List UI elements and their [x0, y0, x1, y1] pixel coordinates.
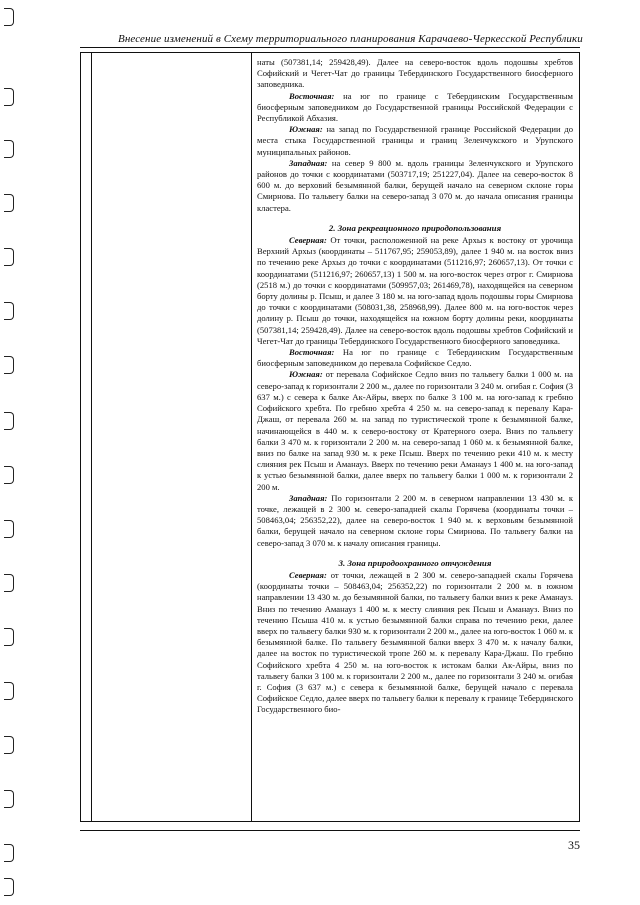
footer-rule [80, 830, 580, 831]
binder-ring [4, 628, 14, 646]
boundary-side-label: Южная: [289, 124, 323, 135]
binder-ring [4, 790, 14, 808]
boundary-side-label: Южная: [289, 369, 323, 380]
binder-ring [4, 88, 14, 106]
paragraph-text: наты (507381,14; 259428,49). Далее на северо-восток вдоль подошвы хребтов Софийский и Чегет-Чат до границы Тебердинского Государственного биосферного заповедника. [257, 57, 573, 90]
binder-holes [0, 0, 22, 905]
boundary-paragraph [257, 347, 573, 369]
binder-ring [4, 302, 14, 320]
boundary-side-label: Западная: [289, 492, 328, 503]
paragraph-text: От точки, расположенной на реке Архыз к востоку от урочища Верхний Архыз (координаты – 511767,95; 259053,89), далее 1 940 м. на восток вниз по течению реке Архыз до точки с координатами (511216,97; 260657,13). От точки с координатами (511216,97; 260657,13) 1 500 м. на юго-восток через отрог г. Смирнова (2518 м.) до точки с координатами (509957,03; 261469,78), находящейся на северном борту долины р. Псыш, и далее 3 180 м. на юго-запад вдоль подошвы горы Смирнова до точки с координатами (508031,38, 258968,99). Далее 800 м. на юго-восток через долину р. Псыш до точки, находящейся на южном борту долины реки, координаты (507381,14; 259428,49). Далее на северо-восток вдоль подошвы хребтов Софийский и Чегет-Чат до границы Тебердинского Государственного биосферного заповедника. [257, 235, 573, 346]
boundary-paragraph [257, 570, 573, 716]
paragraph-text: на юг по границе с Тебердинским Государственным биосферным заповедником до Государственной границы Российской Федерации с Республикой Абхазия. [257, 90, 573, 124]
binder-ring [4, 356, 14, 374]
binder-ring [4, 682, 14, 700]
boundary-paragraph [257, 57, 573, 91]
paragraph-text: На юг по границе с Тебердинским Государственным биосферным заповедником до перевала Софийское Седло. [257, 347, 573, 369]
binder-ring [4, 520, 14, 538]
paragraph-text: на север 9 800 м. вдоль границы Зеленчукского и Урупского районов до точки с координатами (503717,19; 251227,04). Далее на северо-восток 8 600 м. до верховий безымянной балки, берущей начало на северном склоне горы Смирнова. По тальвегу балки на северо-запад 3 070 м. до начала описания границы кластера. [257, 157, 573, 213]
boundary-paragraph [257, 158, 573, 214]
boundary-paragraph [257, 493, 573, 549]
binder-ring [4, 466, 14, 484]
table-column-divider [251, 53, 252, 821]
header-rule [80, 47, 580, 48]
binder-ring [4, 248, 14, 266]
binder-ring [4, 574, 14, 592]
paragraph-text: от перевала Софийское Седло вниз по тальвегу балки 1 000 м. на северо-запад к горизонтали 2 200 м., далее по горизонтали 3 240 м. огибая г. София (3 637 м.) с севера к балке Ак-Айры, вверх по балке 3 100 м. на юго-запад к гребню Софийского хребта. По гребню хребта 4 250 м. на северо-запад к перевалу Кара-Джаш, от перевала 260 м. на запад по туристической тропе к безымянной балке, начинающейся в 440 м. к северо-востоку от Кратерного озера. Вниз по тальвегу балки 3 470 м. к горизонтали 2 200 м. на северо-запад 1 060 м. к безымянной балке, вниз по балке на запад 930 м. к реке Псыш. Вверх по течению реки 410 м. к месту слияния рек Псыш и Аманауз. Вверх по течению реки Аманауз 1 400 м. на юго-запад к устью безымянной балки, далее вверх по тальвегу балки 1 000 м. к горизонтали 2 200 м. [257, 369, 573, 492]
boundary-side-label: Восточная: [289, 90, 335, 101]
page-header-title: Внесение изменений в Схему территориального планирования Карачаево-Черкесской Республики [118, 33, 583, 45]
boundary-paragraph [257, 124, 573, 158]
boundary-description-text [257, 57, 573, 817]
boundary-side-label: Западная: [289, 157, 328, 168]
boundary-paragraph [257, 369, 573, 492]
table-column-divider [91, 53, 92, 821]
paragraph-text: на запад по Государственной границе Российской Федерации до места стыка Государственной границы и границ Зеленчукского и Урупского муниципальных районов. [257, 124, 573, 157]
document-table [80, 52, 580, 822]
boundary-side-label: Северная: [289, 235, 327, 246]
boundary-paragraph [257, 91, 573, 125]
binder-ring [4, 844, 14, 862]
section-heading: 2. Зона рекреационного природопользования [328, 222, 502, 233]
binder-ring [4, 8, 14, 26]
paragraph-text: По горизонтали 2 200 м. в северном направлении 13 430 м. к точке, лежащей в 2 300 м. северо-западней скалы Горячева (координаты точки – 508463,04; 256352,22), далее на северо-восток 1 940 м. к верховьям безымянной балки, берущей начало на северном склоне горы Смирнова. По тальвегу балки на северо-запад 3 070 м. к началу описания границы. [257, 492, 573, 548]
binder-ring [4, 194, 14, 212]
page-number: 35 [568, 838, 580, 852]
boundary-side-label: Восточная: [289, 347, 335, 358]
paragraph-text: от точки, лежащей в 2 300 м. северо-западней скалы Горячева (координаты точки – 508463,04; 256352,22) по горизонтали 2 200 м. в южном направлении 13 430 м. до безымянной балки, по тальвегу балки вниз к реке Аманауз. Вниз по течению Аманауз 1 400 м. к месту слияния рек Псыш и Аманауз. Вниз по течению Псыша 410 м. к устью безымянной балки справа по течению реки, далее вверх по тальвегу балки 930 м. к горизонтали 2 200 м., далее на юго-восток 1 060 м. к безымянной балке. По тальвегу безымянной балки вверх 3 470 м. к началу балки, далее на восток по туристической тропе 260 м. к перевалу Кара-Джаш. По гребню Софийского хребта 4 250 м. на юго-восток к истокам балки Ак-Айры, вниз по тальвегу балки 3 100 м. к горизонтали 2 200 м., далее по горизонтали 3 240 м. огибая г. София (3 637 м.) с севера к безымянной балке, берущей начало с перевала Софийское Седло, далее вверх по тальвегу балки к перевалу к границе Тебердинского Государственного био- [257, 569, 573, 715]
section-heading: 3. Зона природоохранного отчуждения [338, 557, 492, 568]
binder-ring [4, 412, 14, 430]
binder-ring [4, 878, 14, 896]
boundary-paragraph [257, 235, 573, 347]
boundary-side-label: Северная: [289, 569, 327, 580]
binder-ring [4, 736, 14, 754]
binder-ring [4, 140, 14, 158]
